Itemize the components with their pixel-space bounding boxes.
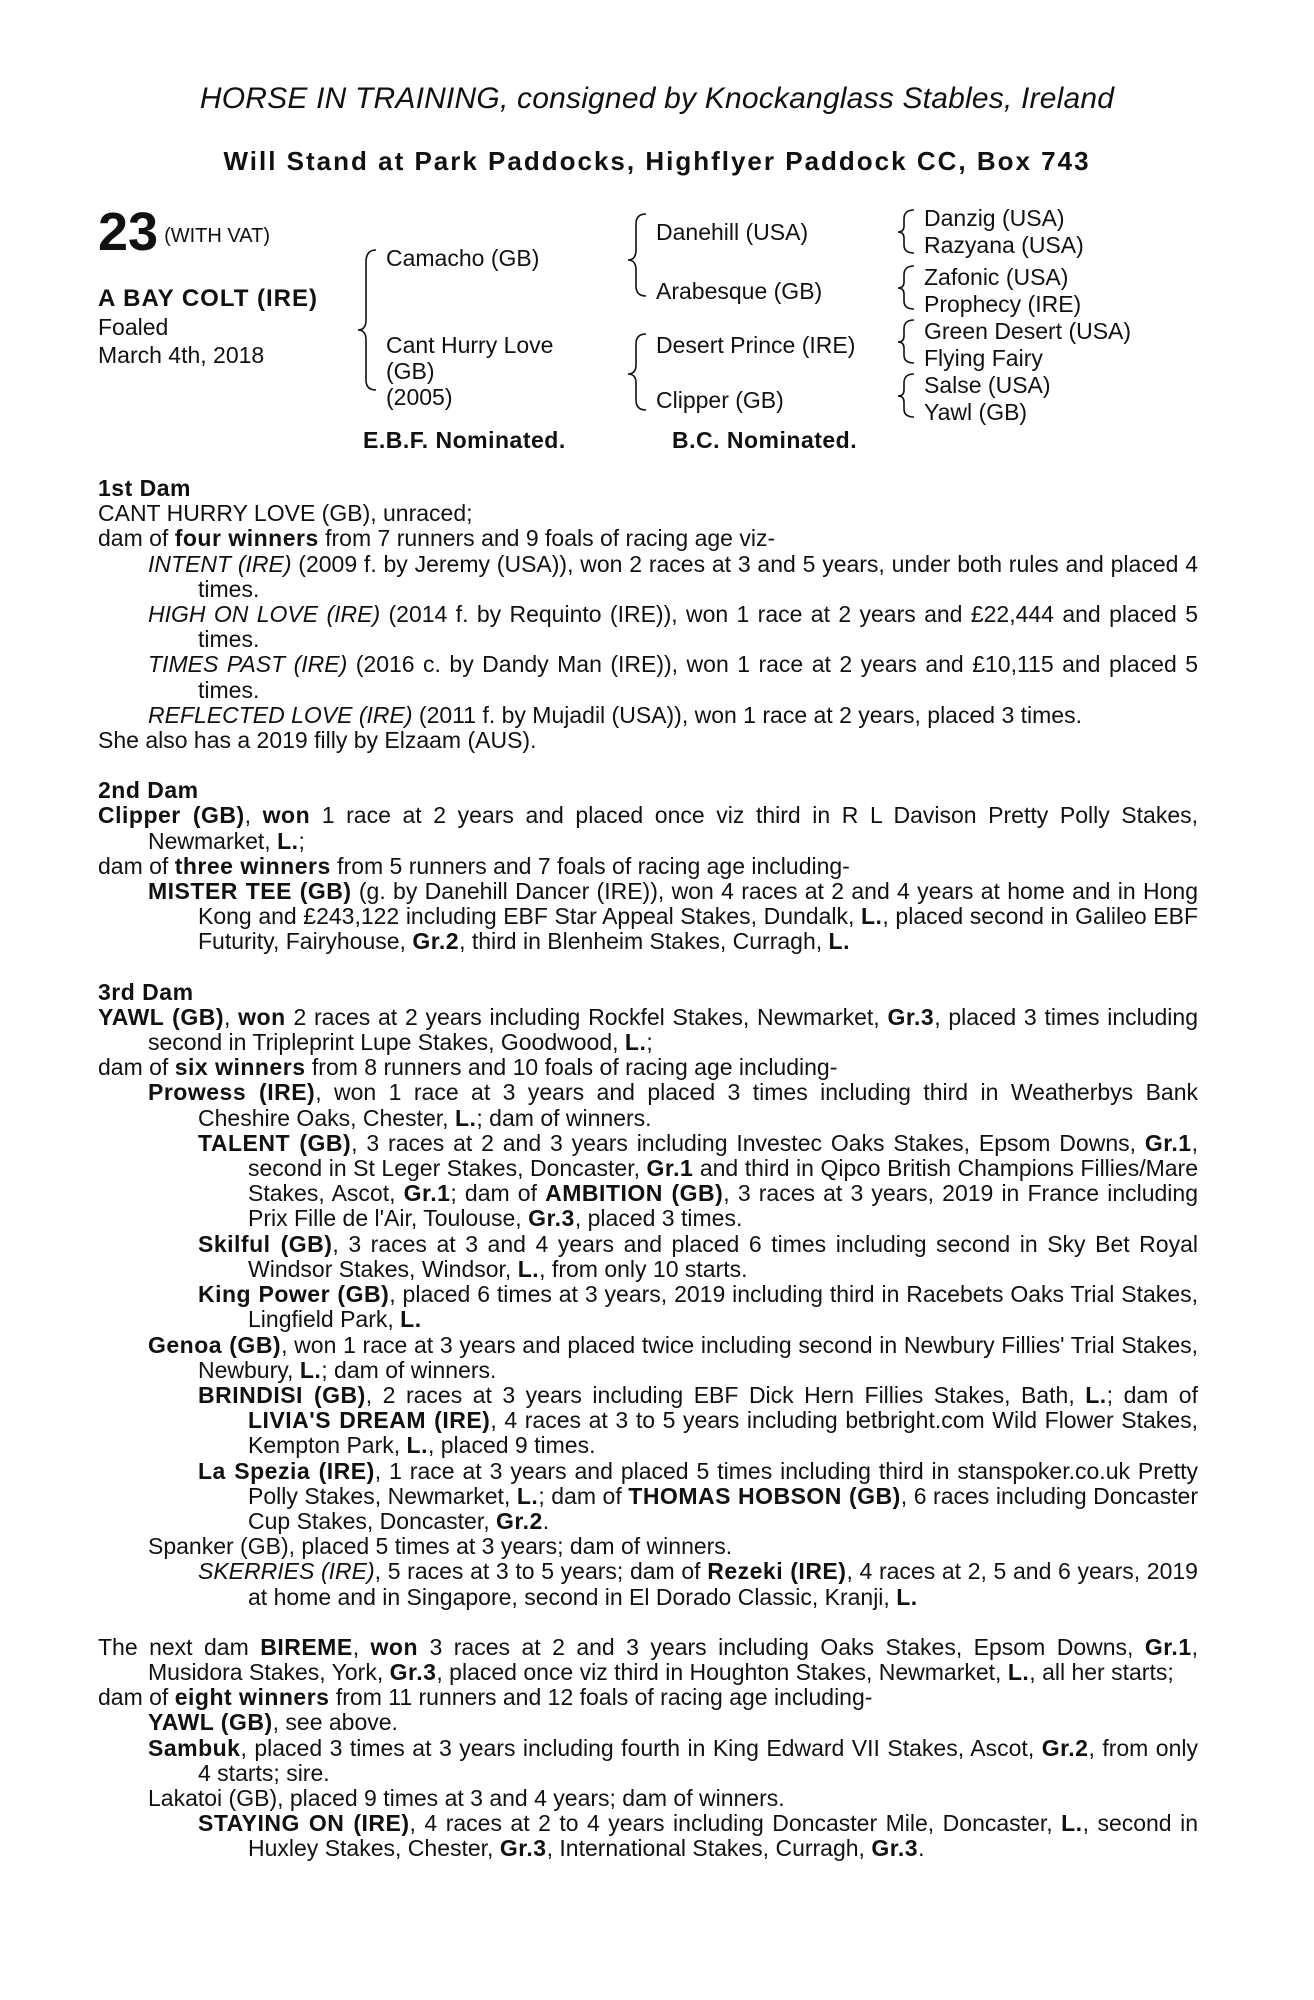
horse-name: Sambuk [148,1734,241,1761]
horse-name: YAWL (GB) [148,1709,273,1736]
text: ; [298,827,305,854]
foaled-label: Foaled [98,314,169,340]
offspring-entry [198,1811,1198,1861]
lot-number: 23 [98,202,159,262]
text: (2011 f. by Mujadil (USA)), won 1 race at 2 years, placed 3 times. [412,701,1082,728]
dam-name-line2: (GB) [386,358,435,384]
text: She also has a 2019 filly by Elzaam (AUS). [98,727,537,754]
offspring-entry [148,703,1198,728]
race-grade: Gr.3 [871,1835,919,1862]
text: from 11 runners and 12 foals of racing age including- [329,1684,873,1711]
text: 1 race at 2 years and placed once viz third in R L Davison Pretty Polly Stakes, Newmarket, [148,802,1198,854]
text: dam of [98,1684,175,1711]
text: , 3 races at 3 years, 2019 in France including Prix Fille de l'Air, Toulouse, [248,1180,1198,1232]
horse-name: SKERRIES (IRE) [198,1558,375,1585]
race-grade: L. [624,1029,647,1056]
second-dam-produce-summary [98,854,1198,879]
bc-nominated: B.C. Nominated. [672,427,858,453]
dam-name-line3: (2005) [386,384,453,410]
third-dam-produce-summary [98,1055,1198,1080]
horse-name: Prowess (IRE) [148,1079,316,1106]
text: 2 races at 2 years including Rockfel Stakes, Newmarket, [285,1003,888,1030]
ancestor-3: Zafonic (USA) [924,264,1069,290]
ancestor-1: Danzig (USA) [924,205,1065,231]
race-grade: L. [1007,1658,1030,1685]
first-dam-heading: 1st Dam [98,475,191,501]
text: , 5 races at 3 to 5 years; dam of [374,1558,708,1585]
dam-dam: Clipper (GB) [656,387,784,413]
text: , placed 3 times. [574,1205,743,1232]
second-dam-heading: 2nd Dam [98,777,199,804]
offspring-entry [198,1459,1198,1535]
horse-name: TALENT (GB) [198,1129,352,1156]
text: dam of [98,525,175,552]
bracket-g4 [898,374,914,417]
offspring-entry [198,1131,1198,1232]
text: , 3 races at 2 and 3 years including Investec Oaks Stakes, Epsom Downs, [351,1129,1145,1156]
horse-name: INTENT (IRE) [148,550,292,577]
text: ; dam of [538,1482,629,1509]
pedigree-notes [98,476,1198,1862]
horse-name: Clipper (GB) [98,802,245,829]
text: from 8 runners and 10 foals of racing age including- [305,1054,838,1081]
page-title: HORSE IN TRAINING, consigned by Knockanglass Stables, Ireland [199,82,1115,115]
ancestor-2: Razyana (USA) [924,232,1084,258]
race-grade: Gr.3 [389,1658,437,1685]
text: , 4 races at 2 to 4 years including Doncaster Mile, Doncaster, [409,1810,1062,1837]
race-grade: L. [516,1482,539,1509]
offspring-entry [148,1333,1198,1383]
text: The next dam [98,1633,261,1660]
text: from 5 runners and 7 foals of racing age including- [330,852,850,879]
offspring-entry [148,1080,1198,1130]
dam-sire: Desert Prince (IRE) [656,332,856,358]
text: won [238,1003,286,1030]
bracket-sire [628,214,646,296]
bracket-main [358,250,376,390]
text: 3 races at 2 and 3 years including Oaks Stakes, Epsom Downs, [418,1633,1145,1660]
lot-description: A BAY COLT (IRE) [98,285,319,312]
race-grade: L. [896,1583,918,1610]
offspring-entry [198,1282,1198,1332]
race-grade: Gr.1 [1144,1129,1192,1156]
text: (g. by Danehill Dancer (IRE)), won 4 races at 2 and 4 years at home and in Hong Kong and £243,122 including EBF Star Appeal Stakes, Dundalk, [198,878,1198,930]
text: , all her starts; [1029,1658,1174,1685]
text: ; dam of winners. [321,1356,497,1383]
offspring-entry [148,552,1198,602]
text: ; [646,1029,653,1056]
horse-name: Genoa (GB) [148,1331,282,1358]
text: , won 1 race at 3 years and placed twice including second in Newbury Fillies' Trial Stakes, Newbury, [198,1331,1199,1383]
text: , 4 races at 2, 5 and 6 years, 2019 at home and in Singapore, second in El Dorado Classic, Kranji, [248,1558,1198,1610]
next-dam-line [98,1635,1198,1685]
text: , third in Blenheim Stakes, Curragh, [459,928,829,955]
race-grade: L. [277,827,299,854]
text: (2014 f. by Requinto (IRE)), won 1 race at 2 years and £22,444 and placed 5 times. [198,601,1199,653]
winners-count: eight winners [174,1684,330,1711]
race-grade: Gr.3 [887,1003,935,1030]
text: Lakatoi (GB), placed 9 times at 3 and 4 years; dam of winners. [148,1784,785,1811]
race-grade: Gr.2 [1041,1734,1089,1761]
race-grade: L. [1085,1381,1107,1408]
text: , placed 6 times at 3 years, 2019 including third in Racebets Oaks Trial Stakes, Lingfield Park, [248,1281,1198,1333]
first-dam-line [98,501,1198,526]
text: dam of [98,1054,175,1081]
ebf-nominated: E.B.F. Nominated. [363,427,566,453]
race-grade: Gr.3 [528,1205,575,1232]
bracket-dam [628,334,646,410]
dam-name-line1: Cant Hurry Love [386,332,554,358]
horse-name: TIMES PAST (IRE) [148,651,348,678]
first-dam-produce-summary [98,526,1198,551]
text: , placed once viz third in Houghton Stakes, Newmarket, [436,1658,1008,1685]
race-grade: L. [517,1255,540,1282]
race-grade: L. [860,903,883,930]
text: , from only 4 starts; sire. [198,1734,1198,1786]
first-dam-note [98,728,1198,753]
bracket-g3 [898,320,914,363]
text: (2009 f. by Jeremy (USA)), won 2 races at 3 and 5 years, under both rules and placed 4 times. [198,550,1198,602]
third-dam-heading: 3rd Dam [98,978,194,1005]
horse-name: YAWL (GB) [98,1003,224,1030]
text: . [918,1835,925,1862]
text: , 2 races at 3 years including EBF Dick Hern Fillies Stakes, Bath, [365,1381,1086,1408]
offspring-entry [148,1736,1198,1786]
race-grade: Gr.3 [499,1835,547,1862]
text: , [224,1003,239,1030]
next-dam-produce-summary [98,1685,1198,1710]
stand-location: Will Stand at Park Paddocks, Highflyer Paddock CC, Box 743 [223,146,1091,176]
ancestor-5: Green Desert (USA) [924,318,1132,344]
text: , second in St Leger Stakes, Doncaster, [248,1129,1198,1182]
text: , from only 10 starts. [539,1255,748,1282]
text: and third in Qipco British Champions Fillies/Mare Stakes, Ascot, [248,1155,1198,1207]
text: , second in Huxley Stakes, Chester, [248,1810,1198,1862]
foaled-date: March 4th, 2018 [98,342,265,368]
horse-name: AMBITION (GB) [545,1180,724,1207]
text: , [244,802,263,829]
offspring-entry [148,1710,1198,1735]
horse-name: STAYING ON (IRE) [198,1810,410,1837]
text: (2016 c. by Dandy Man (IRE)), won 1 race at 2 years and £10,115 and placed 5 times. [198,651,1198,703]
bracket-g2 [898,266,914,309]
text: , Musidora Stakes, York, [148,1633,1199,1685]
text: , 3 races at 3 and 4 years and placed 6 times including second in Sky Bet Royal Windsor Stakes, Windsor, [248,1230,1198,1282]
text: won [262,802,311,829]
offspring-entry [148,652,1198,702]
offspring-entry [148,1534,1198,1559]
horse-name: REFLECTED LOVE (IRE) [148,701,413,728]
text: ; dam of winners. [476,1104,652,1131]
sire-sire: Danehill (USA) [656,219,809,245]
race-grade: L. [454,1104,477,1131]
sire-dam: Arabesque (GB) [656,278,823,304]
race-grade: L. [299,1356,322,1383]
ancestor-7: Salse (USA) [924,372,1051,398]
vat-note: (WITH VAT) [164,225,270,247]
race-grade: L. [1061,1810,1083,1837]
text: , 4 races at 3 to 5 years including betbright.com Wild Flower Stakes, Kempton Park, [248,1407,1198,1459]
race-grade: L. [828,928,850,955]
offspring-entry [198,1232,1198,1282]
third-dam-line [98,1005,1198,1055]
winners-count: three winners [174,852,331,879]
sire-name: Camacho (GB) [386,245,540,271]
offspring-entry [148,1786,1198,1811]
horse-name: Skilful (GB) [198,1230,333,1257]
text: , placed 9 times. [427,1432,596,1459]
horse-name: Rezeki (IRE) [707,1558,847,1585]
bracket-g1 [898,210,914,253]
race-grade: L. [406,1432,428,1459]
text: , placed second in Galileo EBF Futurity, Fairyhouse, [198,903,1198,955]
race-grade: L. [400,1306,422,1333]
race-grade: Gr.1 [1144,1633,1192,1660]
text: ; dam of [450,1180,546,1207]
text: Spanker (GB), placed 5 times at 3 years; dam of winners. [148,1533,733,1560]
text: from 7 runners and 9 foals of racing age viz- [318,525,776,552]
text: dam of [98,852,175,879]
winners-count: six winners [174,1054,306,1081]
ancestor-6: Flying Fairy [924,345,1043,371]
text: , 1 race at 3 years and placed 5 times including third in stanspoker.co.uk Pretty Polly Stakes, Newmarket, [248,1457,1198,1509]
offspring-entry [148,879,1198,955]
text: , see above. [272,1709,398,1736]
race-grade: Gr.2 [496,1507,543,1534]
horse-name: THOMAS HOBSON (GB) [628,1482,901,1509]
offspring-entry [148,602,1198,652]
text: , placed 3 times including second in Tripleprint Lupe Stakes, Goodwood, [148,1003,1198,1056]
horse-name: BRINDISI (GB) [198,1381,366,1408]
horse-name: HIGH ON LOVE (IRE) [148,601,381,628]
second-dam-line [98,803,1198,853]
ancestor-4: Prophecy (IRE) [924,291,1082,317]
race-grade: Gr.2 [412,928,460,955]
text: , won 1 race at 3 years and placed 3 times including third in Weatherbys Bank Cheshire Oaks, Chester, [198,1079,1199,1131]
horse-name: La Spezia (IRE) [198,1457,375,1484]
text: , [352,1633,371,1660]
horse-name: LIVIA'S DREAM (IRE) [248,1407,491,1434]
text: , 6 races including Doncaster Cup Stakes, Doncaster, [248,1482,1198,1534]
race-grade: Gr.1 [646,1155,694,1182]
text: , International Stakes, Curragh, [546,1835,872,1862]
offspring-entry [198,1559,1198,1609]
text: won [370,1633,419,1660]
race-grade: Gr.1 [403,1180,451,1207]
winners-count: four winners [174,525,319,552]
horse-name: BIREME [260,1633,353,1660]
offspring-entry [198,1383,1198,1459]
text: ; dam of [1106,1381,1198,1408]
ancestor-8: Yawl (GB) [924,399,1028,425]
first-dam-text: CANT HURRY LOVE (GB), unraced; [98,500,473,527]
text: , placed 3 times at 3 years including fourth in King Edward VII Stakes, Ascot, [240,1734,1042,1761]
text: . [542,1507,550,1534]
horse-name: MISTER TEE (GB) [148,878,352,905]
horse-name: King Power (GB) [198,1281,390,1308]
